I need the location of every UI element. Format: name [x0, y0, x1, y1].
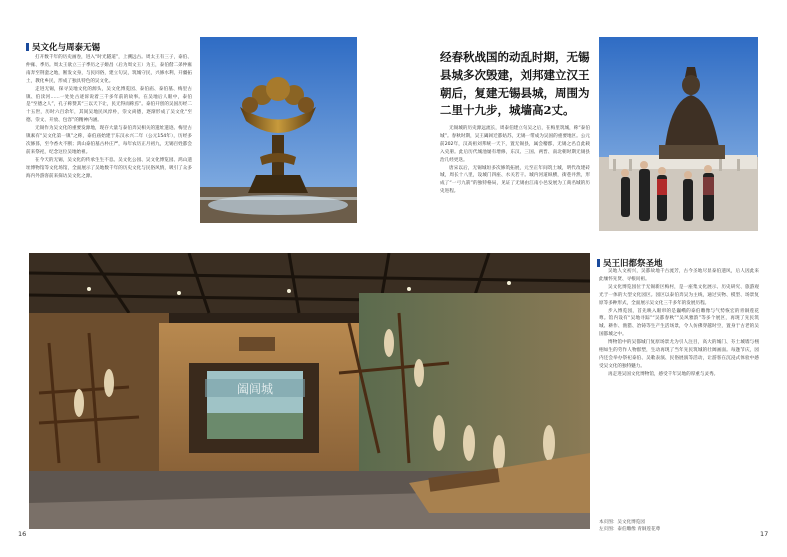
mid-body-text — [440, 125, 590, 233]
caption-line: 本页图：吴文化博览园 — [599, 520, 645, 525]
heading-text: 吴王旧都祭圣地 — [603, 259, 663, 269]
heading-accent-bar — [26, 43, 29, 51]
page-number-right: 17 — [760, 530, 769, 538]
heading-text: 吴文化与周泰无锡 — [32, 43, 101, 53]
paragraph: 博物馆中的吴都城门复原场景尤为引人注目，高大的城门、夯土城墙与栩栩如生的劳作人物群塑，生动再现了当年先民筑城的壮阔画面。每逢节庆，园内还会举办祭祀泰伯、吴歌表演、民俗展演等活动，让游客在沉浸式体验中感受吴文化的独特魅力。 — [599, 340, 759, 369]
paragraph: 无锡城的历史源远流长，周泰伯建立句吴之后，在梅里筑城，称“泰伯城”。春秋时期，吴王阖闾迁都姑苏，无锡一带成为吴国的重要地区。公元前202年，汉高祖刘邦统一天下，置无锡县，属会稽郡，无锡之名自此载入史册。此后历代城池屡有增修，东汉、三国、两晋、南北朝时期无锡县治几经更迭。 — [440, 126, 590, 163]
pull-quote: 经春秋战国的动乱时期，无锡县城多次毁建，刘邦建立汉王朝后，复建无锡县城，周围为二里十九步，城墙高2丈。 — [440, 50, 590, 118]
paragraph: 打开数千年的历史画卷，进入“时光隧道”，上溯远古。周太王有三子，泰伯、仲雍、季历。周太王欲立三子季历之子姬昌（后为周文王）为王，泰伯偕二弟仲雍南奔至荆蛮之地，断发文身，与民同俗，建立句吴，筑城守民，兴修水利，开疆拓土，教化乡民，形成了独具特色的吴文化。 — [26, 55, 192, 84]
photo-museum-city-gate — [29, 253, 590, 529]
paragraph: 无锡作为吴文化的重要发源地，现存大量与泰伯奔吴相关的遗址遗迹。梅里古镇素有“吴文化第一镇”之称，泰伯庙始建于东汉永兴二年（公元154年），历经多次修葺，至今香火不断；鸿山泰伯墓古朴庄严，每年农历正月初九，无锡百姓都会前来祭祀，纪念这位吴地始祖。 — [26, 126, 192, 155]
gate-sign-text: 阖闾城 — [236, 382, 274, 396]
photo-taibo-statue — [599, 37, 758, 231]
paragraph: 步入博览园，首先映入眼帘的是巍峨的泰伯雕像与气势恢宏的青铜莲花尊。馆内设有“吴地寻踪”“吴都春秋”“吴风雅韵”等多个展区，再现了先民筑城、耕作、渔猎、冶铸等生产生活场景，令人仿佛穿越时空，置身于古老的吴国都城之中。 — [599, 308, 759, 338]
right-body-text — [599, 268, 759, 515]
heading-accent-bar — [597, 259, 600, 267]
paragraph: 走进无锡，探寻吴地文化的源头，吴文化博览园、泰伯庙、泰伯墓、梅里古镇、伯渎河……一处处古迹诉说着三千多年前的故事。在吴地后人眼中，泰伯是“至德之人”，孔子称赞其“三以天下让，民无得而称焉”。泰伯开创的吴国历经二十五世，历时六百余年，其间吴地民风淳朴，崇文尚德，逐渐形成了吴文化“至德、崇文、开放、包容”的精神内涵。 — [26, 86, 192, 124]
paragraph: 再走进吴国文化博物馆，感受千年吴地的厚重与灵秀。 — [608, 371, 719, 377]
paragraph: 吴文化博览园位于无锡新区梅村，是一座集文化展示、历史研究、旅游观光于一体的大型文化园区。园区以泰伯奔吴为主线，通过实物、模型、场景复原等多种形式，全面展示吴文化三千多年的发展历程。 — [599, 284, 759, 306]
paragraph: 唐宋以后，无锡城垣多次修筑拓展，元至正年间筑土城，明代改建砖城，周长十八里，设城门四座、水关若干。城内河道纵横，街巷井然，形成了“一弓九箭”的独特格局，见证了无锡由江南小邑发展为工商名城的历史进程。 — [440, 165, 590, 195]
photo-bronze-lotus-vessel — [200, 37, 357, 223]
page-number-left: 16 — [18, 530, 27, 538]
section-heading-left — [26, 41, 100, 53]
paragraph: 在今天的无锡，吴文化的传承生生不息。吴文化公园、吴文化博览园、鸿山遗址博物馆等文化场馆，全面展示了吴地数千年的历史文化与民俗风情，吸引了众多海内外游客前来探访吴文化之源。 — [26, 157, 192, 179]
paragraph: 吴地人文初兴，吴都故地千古流芳，古今圣地尽显泰伯遗风，后人因此来此缅怀先贤、寻根问祖。 — [599, 269, 759, 282]
photo-captions — [599, 519, 660, 533]
caption-line: 左页图：泰伯雕像 青铜莲花尊 — [599, 527, 661, 532]
left-body-text — [26, 54, 192, 239]
